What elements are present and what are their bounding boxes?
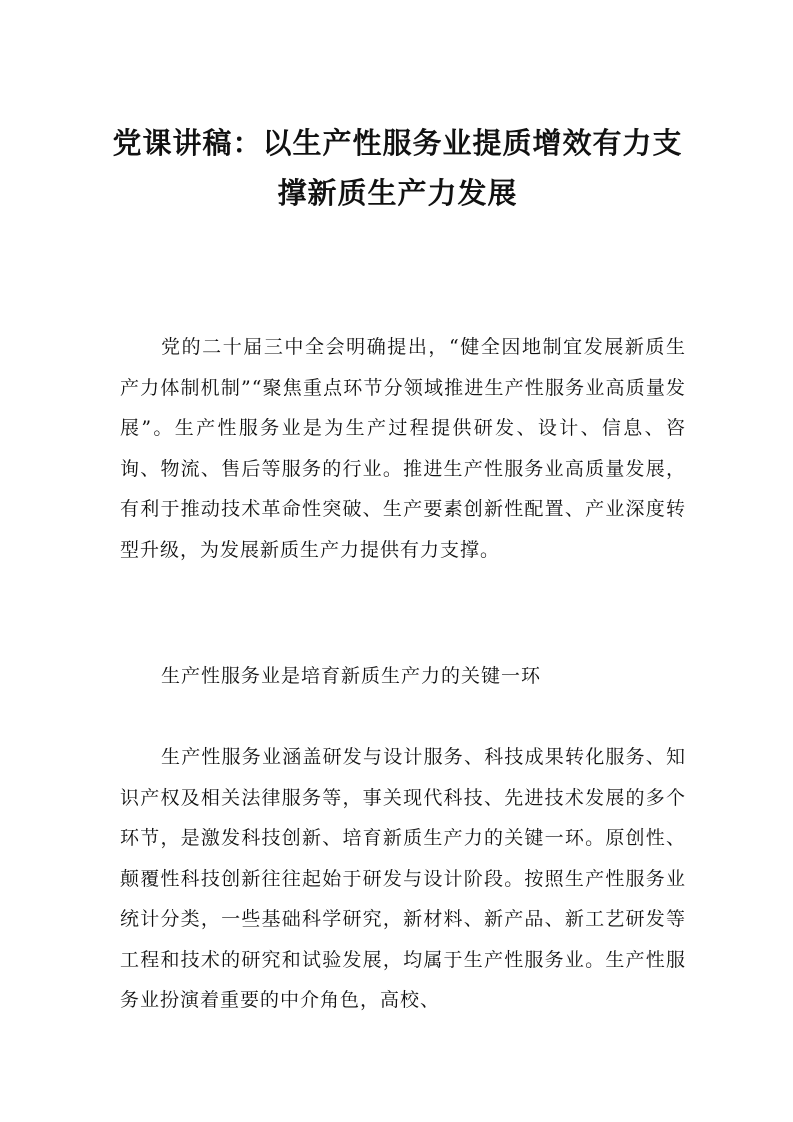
section-heading: 生产性服务业是培育新质生产力的关键一环 bbox=[161, 665, 542, 687]
document-title: 党课讲稿：以生产性服务业提质增效有力支撑新质生产力发展 bbox=[112, 126, 683, 210]
body-paragraph: 生产性服务业涵盖研发与设计服务、科技成果转化服务、知识产权及相关法律服务等，事关现代科技、先进技术发展的多个环节，是激发科技创新、培育新质生产力的关键一环。原创性、颠覆性科技创新往往起始于研发与设计阶段。按照生产性服务业统计分类，一些基础科学研究，新材料、新产品、新工艺研发等工程和技术的研究和试验发展，均属于生产性服务业。生产性服务业扮演着重要的中介角色，高校、 bbox=[120, 746, 686, 1011]
body-paragraph: 党的二十届三中全会明确提出，“健全因地制宜发展新质生产力体制机制”“聚焦重点环节分领域推进生产性服务业高质量发展”。生产性服务业是为生产过程提供研发、设计、信息、咨询、物流、售后等服务的行业。推进生产性服务业高质量发展，有利于推动技术革命性突破、生产要素创新性配置、产业深度转型升级，为发展新质生产力提供有力支撑。 bbox=[120, 336, 686, 561]
